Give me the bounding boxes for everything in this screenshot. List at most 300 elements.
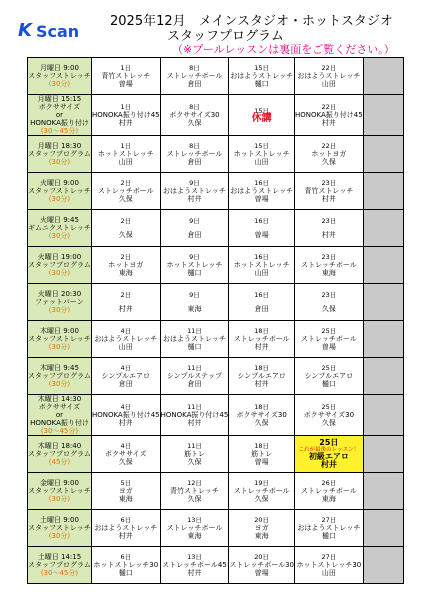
lesson-date: 16日	[254, 253, 270, 261]
lesson-date: 9日	[189, 253, 200, 261]
lesson-cell	[91, 473, 160, 510]
lesson-name: 筋トレ	[183, 450, 205, 458]
lesson-name: ストレッチボール	[300, 487, 357, 495]
lesson-name: ホットヨガ	[311, 150, 347, 158]
cancelled-label: 休講	[251, 113, 272, 124]
lesson-date: 13日	[187, 553, 202, 561]
lesson-name: ストレッチボール	[300, 261, 357, 269]
lesson-date: 2日	[120, 179, 132, 187]
schedule-row	[28, 247, 404, 284]
empty-gray-cell	[363, 247, 403, 284]
class-duration: (30分)	[48, 195, 71, 203]
instructor-name: 村井	[118, 532, 133, 540]
class-label-cell	[28, 358, 92, 395]
instructor-name: 樋口	[187, 343, 202, 351]
lesson-cell	[91, 436, 160, 473]
schedule-row	[28, 395, 404, 436]
class-label-line: 木曜日 9:45	[39, 364, 79, 372]
schedule-row	[28, 95, 404, 136]
empty-gray-cell	[363, 58, 403, 95]
instructor-name: 曽場	[254, 231, 269, 239]
lesson-date: 4日	[120, 442, 132, 450]
lesson-cell	[91, 210, 160, 247]
lesson-date: 9日	[189, 217, 200, 225]
lesson-date: 11日	[187, 327, 202, 335]
lesson-date: 9日	[189, 291, 200, 299]
empty-gray-cell	[363, 358, 403, 395]
lesson-name: 筋トレ	[251, 450, 273, 458]
lesson-date: 20日	[254, 553, 270, 561]
lesson-cell	[295, 436, 364, 473]
lesson-date: 8日	[189, 142, 200, 150]
instructor-name: 村井	[254, 380, 269, 388]
schedule-row	[28, 510, 404, 547]
lesson-name: ホットストレッチ	[233, 261, 290, 269]
class-label-line: 火曜日 9:00	[39, 179, 79, 187]
logo-mark-icon: K	[18, 20, 30, 41]
instructor-name: 樋口	[321, 380, 336, 388]
lesson-name: ホットヨガ	[108, 261, 144, 269]
class-duration: (30分)	[48, 80, 71, 88]
lesson-name: おはようストレッチ	[230, 187, 294, 195]
instructor-name: 村井	[187, 569, 202, 577]
instructor-name: 村井	[187, 195, 202, 203]
class-label-cell	[28, 436, 92, 473]
lesson-cell	[91, 395, 160, 436]
instructor-name: 山田	[254, 158, 269, 166]
class-label-line: HONOKA振り付け	[30, 419, 89, 427]
lesson-name: HONOKA振り付け45	[91, 111, 160, 119]
lesson-name: ストレッチボール	[166, 72, 223, 80]
lesson-cell	[229, 547, 295, 584]
instructor-name: 東海	[118, 269, 133, 277]
lesson-cell	[229, 284, 295, 321]
class-label-line: 木曜日 9:00	[39, 327, 79, 335]
schedule-row	[28, 436, 404, 473]
instructor-name: 村井	[187, 419, 202, 427]
instructor-name: 村井	[254, 343, 269, 351]
instructor-name: 樋口	[254, 80, 269, 88]
instructor-name: 久保	[254, 419, 269, 427]
class-label-line: 土曜日 14:15	[37, 553, 82, 561]
schedule-row	[28, 547, 404, 584]
empty-gray-cell	[363, 510, 403, 547]
lesson-cell	[91, 321, 160, 358]
instructor-name: 久保	[321, 419, 336, 427]
lesson-name: おはようストレッチ	[230, 72, 294, 80]
lesson-name: おはようストレッチ	[163, 335, 226, 343]
lesson-name: ストレッチボール	[233, 487, 290, 495]
lesson-name: 青竹ストレッチ	[170, 487, 219, 495]
instructor-name: 久保	[118, 231, 133, 239]
lesson-cell	[160, 473, 229, 510]
page-title: 2025年12月 メインスタジオ・ホットスタジオ	[110, 14, 393, 29]
lesson-cell	[91, 247, 160, 284]
lesson-name: HONOKA振り付け45	[91, 411, 160, 419]
class-label-line: 月曜日 18:30	[37, 142, 82, 150]
schedule-row	[28, 210, 404, 247]
lesson-cell	[91, 136, 160, 173]
lesson-cell	[160, 58, 229, 95]
class-duration: (30分)	[48, 232, 71, 240]
lesson-cell	[295, 247, 364, 284]
lesson-cell	[160, 95, 229, 136]
class-label-cell	[28, 395, 92, 436]
class-label-line: スタッフプログラム	[28, 150, 91, 158]
instructor-name: 倉田	[118, 380, 133, 388]
class-label-line: スタッフストレッチ	[28, 524, 91, 532]
lesson-cell	[295, 210, 364, 247]
instructor-name: 久保	[118, 195, 133, 203]
class-label-line: 木曜日 14:30	[37, 395, 82, 403]
lesson-date: 6日	[120, 553, 132, 561]
lesson-name: シンプルエアロ	[101, 372, 151, 380]
lesson-cell	[91, 358, 160, 395]
lesson-date: 13日	[187, 516, 202, 524]
instructor-name: 東海	[118, 495, 133, 503]
schedule-row	[28, 321, 404, 358]
lesson-cell	[160, 547, 229, 584]
lesson-date: 1日	[120, 64, 132, 72]
lesson-date: 23日	[321, 217, 337, 225]
schedule-row	[28, 173, 404, 210]
lesson-date: 5日	[120, 479, 132, 487]
lesson-cell	[229, 173, 295, 210]
lesson-date: 11日	[187, 403, 202, 411]
lesson-name: ホットストレッチ	[97, 150, 154, 158]
lesson-date: 4日	[120, 364, 132, 372]
instructor-name: 村井	[320, 460, 337, 469]
lesson-date: 1日	[120, 142, 132, 150]
lesson-date: 4日	[120, 403, 132, 411]
lesson-date: 23日	[321, 179, 337, 187]
instructor-name: 曽場	[254, 195, 269, 203]
class-duration: (45分)	[48, 458, 71, 466]
class-label-line: スタッフプログラム	[28, 450, 91, 458]
empty-gray-cell	[363, 547, 403, 584]
class-duration: (30分)	[48, 269, 71, 277]
instructor-name: 東海	[321, 495, 336, 503]
lesson-cell	[229, 358, 295, 395]
lesson-name: ストレッチボール	[233, 335, 290, 343]
lesson-name: おはようストレッチ	[94, 524, 158, 532]
instructor-name: 曽場	[254, 569, 269, 577]
lesson-cell	[295, 95, 364, 136]
lesson-date: 18日	[254, 403, 270, 411]
empty-gray-cell	[363, 136, 403, 173]
lesson-date: 22日	[321, 103, 337, 111]
pool-lesson-note: （※プールレッスンは裏面をご覧ください。）	[172, 43, 395, 56]
instructor-name: 倉田	[187, 80, 202, 88]
schedule-row	[28, 358, 404, 395]
lesson-date: 25日	[321, 327, 337, 335]
instructor-name: 倉田	[187, 158, 202, 166]
lesson-name: ボクササイズ	[105, 450, 147, 458]
class-label-cell	[28, 173, 92, 210]
empty-gray-cell	[363, 210, 403, 247]
lesson-date: 11日	[187, 364, 202, 372]
instructor-name: 村井	[321, 119, 336, 127]
instructor-name: 曽場	[254, 458, 269, 466]
lesson-date: 25日	[319, 438, 339, 447]
instructor-name: 村井	[321, 231, 336, 239]
schedule-row	[28, 136, 404, 173]
lesson-cell	[295, 510, 364, 547]
lesson-name: ストレッチボール45	[162, 561, 227, 569]
lesson-date: 18日	[254, 442, 270, 450]
class-duration: (30分)	[48, 532, 71, 540]
lesson-date: 20日	[254, 516, 270, 524]
lesson-date: 16日	[254, 291, 270, 299]
lesson-cell	[91, 58, 160, 95]
lesson-date: 1日	[120, 103, 132, 111]
lesson-cell	[295, 284, 364, 321]
lesson-date: 22日	[321, 64, 337, 72]
class-duration: (30分)	[48, 380, 71, 388]
lesson-date: 15日	[254, 64, 270, 72]
lesson-cell	[91, 95, 160, 136]
scan-logo	[18, 20, 80, 42]
instructor-name: 山田	[321, 569, 336, 577]
lesson-name: おはようストレッチ	[297, 524, 361, 532]
lesson-name: ストレッチボール	[97, 187, 154, 195]
lesson-name: HONOKA振り付け45	[295, 111, 363, 119]
class-label-line: ボクササイズ	[38, 403, 81, 411]
instructor-name: 山田	[321, 80, 336, 88]
class-duration: (30～45分)	[40, 569, 79, 577]
lesson-cell	[295, 358, 364, 395]
instructor-name: 倉田	[187, 380, 202, 388]
class-label-line: ボクササイズ	[38, 103, 81, 111]
lesson-name: 青竹ストレッチ	[304, 187, 354, 195]
class-label-line: 金曜日 9:00	[39, 479, 79, 487]
lesson-date: 27日	[321, 516, 337, 524]
empty-gray-cell	[363, 173, 403, 210]
instructor-name: 久保	[187, 119, 202, 127]
lesson-date: 25日	[321, 364, 337, 372]
lesson-cell	[295, 547, 364, 584]
instructor-name: 山田	[254, 269, 269, 277]
lesson-name: ホットストレッチ30	[296, 561, 362, 569]
schedule-row	[28, 473, 404, 510]
class-label-cell	[28, 284, 92, 321]
lesson-date: 8日	[189, 64, 200, 72]
instructor-name: 村井	[321, 195, 336, 203]
page-subtitle: スタッフプログラム	[167, 29, 284, 44]
lesson-date: 11日	[187, 442, 202, 450]
lesson-date: 15日	[254, 142, 270, 150]
lesson-date: 6日	[120, 516, 132, 524]
class-label-line: or	[55, 411, 64, 419]
page-header	[0, 0, 424, 60]
lesson-name: おはようストレッチ	[94, 335, 158, 343]
lesson-date: 8日	[189, 103, 200, 111]
class-label-line: 火曜日 19:00	[37, 253, 82, 261]
lesson-cell	[160, 284, 229, 321]
lesson-cell	[229, 473, 295, 510]
instructor-name: 久保	[187, 495, 202, 503]
lesson-date: 16日	[254, 179, 270, 187]
class-label-line: ギムニクストレッチ	[28, 224, 91, 232]
lesson-date: 15日	[254, 107, 270, 115]
lesson-cell	[295, 395, 364, 436]
instructor-name: 久保	[254, 495, 269, 503]
lesson-name: ストレッチボール	[300, 335, 357, 343]
lesson-cell	[229, 58, 295, 95]
lesson-cell	[91, 284, 160, 321]
logo-text: Scan	[36, 22, 80, 41]
lesson-name: ストレッチボール	[166, 150, 223, 158]
class-label-cell	[28, 58, 92, 95]
instructor-name: 東海	[187, 305, 202, 313]
empty-gray-cell	[363, 321, 403, 358]
instructor-name: 東海	[187, 532, 202, 540]
class-label-line: 土曜日 9:00	[39, 516, 79, 524]
class-duration: (30～45分)	[40, 427, 79, 435]
lesson-name: HONOKA振り付け45	[160, 411, 229, 419]
lesson-name: おはようストレッチ	[163, 187, 226, 195]
lesson-date: 23日	[321, 253, 337, 261]
empty-gray-cell	[363, 95, 403, 136]
instructor-name: 山田	[118, 343, 133, 351]
empty-gray-cell	[363, 284, 403, 321]
class-label-cell	[28, 210, 92, 247]
lesson-cell	[229, 321, 295, 358]
lesson-cell	[295, 321, 364, 358]
class-label-line: 月曜日 15:15	[37, 95, 82, 103]
class-label-line: スタッフストレッチ	[28, 335, 91, 343]
empty-gray-cell	[363, 395, 403, 436]
instructor-name: 久保	[187, 458, 202, 466]
class-duration: (30分)	[48, 306, 71, 314]
lesson-cell	[160, 358, 229, 395]
instructor-name: 樋口	[187, 269, 202, 277]
class-label-cell	[28, 321, 92, 358]
instructor-name: 久保	[321, 305, 336, 313]
lesson-date: 19日	[254, 479, 270, 487]
lesson-name: ボクササイズ30	[303, 411, 355, 419]
instructor-name: 曽場	[321, 343, 336, 351]
lesson-cell	[160, 173, 229, 210]
lesson-date: 25日	[321, 403, 337, 411]
lesson-cell	[229, 395, 295, 436]
lesson-cell	[229, 95, 295, 136]
lesson-name: ストレッチボール30	[229, 561, 295, 569]
class-label-line: スタッフストレッチ	[28, 487, 91, 495]
lesson-date: 23日	[321, 291, 337, 299]
lesson-cell	[160, 510, 229, 547]
class-label-line: 火曜日 9:45	[39, 216, 79, 224]
lesson-cell	[295, 173, 364, 210]
lesson-date: 26日	[321, 479, 337, 487]
class-label-line: スタッフプログラム	[28, 261, 91, 269]
empty-gray-cell	[363, 473, 403, 510]
instructor-name: 村井	[118, 305, 133, 313]
lesson-cell	[295, 136, 364, 173]
class-label-cell	[28, 547, 92, 584]
instructor-name: 東海	[321, 269, 336, 277]
class-label-cell	[28, 247, 92, 284]
lesson-cell	[229, 247, 295, 284]
lesson-cell	[160, 136, 229, 173]
instructor-name: 樋口	[321, 532, 336, 540]
last-lesson-notice: これが最後のレッスン！	[298, 447, 360, 453]
lesson-cell	[160, 321, 229, 358]
lesson-name: ホットストレッチ	[233, 150, 290, 158]
lesson-date: 2日	[120, 253, 132, 261]
lesson-date: 12日	[187, 479, 202, 487]
lesson-date: 2日	[120, 217, 132, 225]
class-duration: (30～45分)	[40, 127, 79, 135]
class-label-cell	[28, 473, 92, 510]
lesson-cell	[295, 473, 364, 510]
empty-gray-cell	[363, 436, 403, 473]
lesson-date: 22日	[321, 142, 337, 150]
class-duration: (30分)	[48, 495, 71, 503]
instructor-name: 樋口	[118, 569, 133, 577]
schedule-table	[27, 57, 404, 584]
lesson-cell	[91, 510, 160, 547]
instructor-name: 村井	[118, 419, 133, 427]
class-label-line: or	[55, 111, 64, 119]
lesson-cell	[295, 58, 364, 95]
instructor-name: 山田	[118, 158, 133, 166]
lesson-cell	[91, 547, 160, 584]
class-label-line: 木曜日 18:40	[37, 442, 82, 450]
lesson-name: 青竹ストレッチ	[101, 72, 151, 80]
lesson-date: 2日	[120, 291, 132, 299]
class-duration: (30分)	[48, 343, 71, 351]
class-label-cell	[28, 136, 92, 173]
lesson-cell	[91, 173, 160, 210]
lesson-date: 16日	[254, 217, 270, 225]
lesson-name: おはようストレッチ	[297, 72, 361, 80]
lesson-cell	[160, 395, 229, 436]
instructor-name: 倉田	[187, 231, 202, 239]
class-label-line: 火曜日 20:30	[37, 290, 82, 298]
lesson-name: シンプルエアロ	[304, 372, 354, 380]
lesson-name: ヨガ	[118, 487, 133, 495]
class-label-line: HONOKA振り付け	[30, 119, 89, 127]
lesson-cell	[229, 210, 295, 247]
lesson-name: ボクササイズ30	[169, 111, 220, 119]
lesson-date: 4日	[120, 327, 132, 335]
lesson-name: ボクササイズ30	[236, 411, 287, 419]
lesson-name: シンプルエアロ	[237, 372, 286, 380]
class-label-line: ファットバーン	[35, 298, 84, 306]
lesson-date: 27日	[321, 553, 337, 561]
lesson-date: 9日	[189, 179, 200, 187]
class-label-line: スタッフプログラム	[28, 561, 91, 569]
lesson-date: 18日	[254, 327, 270, 335]
schedule-row	[28, 58, 404, 95]
lesson-cell	[229, 510, 295, 547]
lesson-name: ホットストレッチ	[166, 261, 223, 269]
instructor-name: 東海	[254, 532, 269, 540]
lesson-date: 18日	[254, 364, 270, 372]
schedule-row	[28, 284, 404, 321]
class-label-cell	[28, 95, 92, 136]
instructor-name: 倉田	[254, 305, 269, 313]
class-label-line: スタッフストレッチ	[28, 187, 91, 195]
lesson-cell	[229, 436, 295, 473]
lesson-cell	[229, 136, 295, 173]
lesson-name: ヨガ	[254, 524, 269, 532]
lesson-name: シンプルステップ	[166, 372, 223, 380]
lesson-name: 初級エアロ	[308, 452, 349, 461]
class-duration: (30分)	[48, 158, 71, 166]
instructor-name: 村井	[118, 119, 133, 127]
